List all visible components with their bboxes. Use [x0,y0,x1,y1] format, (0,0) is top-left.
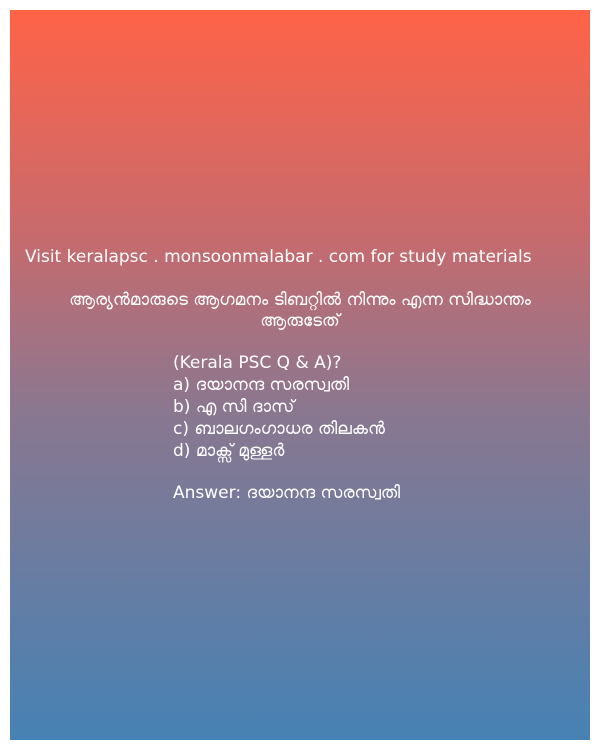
option-d: d) മാക്സ് മുള്ളർ [173,441,285,461]
visit-site-text: Visit keralapsc . monsoonmalabar . com for study materials [25,247,532,267]
option-b: b) എ സി ദാസ് [173,397,295,417]
answer-text: Answer: ദയാനന്ദ സരസ്വതി [173,483,401,503]
question-text [10,290,590,332]
option-c: c) ബാലഗംഗാധര തിലകൻ [173,419,385,439]
source-label: (Kerala PSC Q & A)? [173,353,342,373]
options-block [173,352,385,462]
question-line-2: ആരുടേത് [260,311,340,331]
quiz-card [10,10,590,740]
question-line-1: ആര്യൻമാരുടെ ആഗമനം ടിബറ്റിൽ നിന്നും എന്ന സിദ്ധാന്തം [69,290,531,310]
option-a: a) ദയാനന്ദ സരസ്വതി [173,375,350,395]
